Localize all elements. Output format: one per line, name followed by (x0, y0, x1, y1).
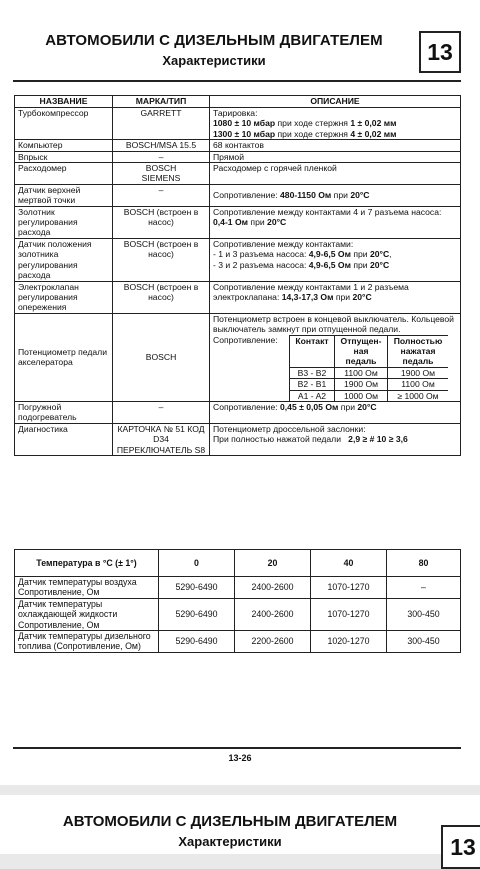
table-row (15, 598, 461, 630)
sub-header-pressed: Полностью нажатая педаль (388, 335, 449, 367)
sub-row (290, 367, 449, 378)
desc-text: при (350, 249, 370, 260)
row-name: Турбокомпрессор (15, 108, 113, 140)
row-brand: BOSCH/MSA 15.5 (113, 140, 210, 151)
table-row (15, 577, 461, 599)
desc-text: при ходе стержня (275, 128, 351, 139)
brand-line: BOSCH (145, 163, 177, 174)
pedal-resistance-table (289, 335, 448, 401)
row-brand: GARRETT (113, 108, 210, 140)
desc-value: 20°C (267, 217, 287, 228)
desc-value: 1300 ± 10 мбар (213, 128, 276, 139)
sub-header-row (290, 335, 449, 367)
desc-line: Потенциометр дроссельной заслонки: (213, 423, 366, 434)
temp-cell: 300-450 (387, 598, 461, 630)
next-chapter-number-box: 13 (441, 825, 480, 869)
temp-cell: – (387, 577, 461, 599)
row-brand: КАРТОЧКА № 51 КОД D34 ПЕРЕКЛЮЧАТЕЛЬ S8 (113, 423, 210, 455)
desc-value: 0,4-1 Ом (213, 217, 249, 228)
row-name: Расходомер (15, 163, 113, 185)
sub-cell: 1900 Ом (388, 367, 449, 378)
temp-header-row (15, 550, 461, 577)
sensor-name: Датчик температуры дизельного топлива (Сопротивление, Ом) (15, 631, 159, 653)
desc-text: Сопротивление: (213, 190, 281, 201)
table-row (15, 163, 461, 185)
desc-value: 2,9 ≥ # 10 ≥ 3,6 (348, 434, 408, 445)
sensor-name: Датчик температуры охлаждающей жидкости Сопротивление, Ом (15, 598, 159, 630)
sensor-name: Датчик температуры воздуха Сопротивление, Ом (15, 577, 159, 599)
desc-value: 20°C (350, 190, 370, 201)
temp-header: 0 (159, 550, 235, 577)
row-name: Датчик верхней мертвой точки (15, 184, 113, 206)
row-brand: BOSCH (113, 313, 210, 401)
temp-header: 20 (235, 550, 311, 577)
row-description (210, 184, 461, 206)
row-name: Впрыск (15, 151, 113, 162)
desc-value: 14,3-17,3 Ом (281, 291, 334, 302)
temp-cell: 2400-2600 (235, 577, 311, 599)
row-description (210, 281, 461, 313)
column-header-brand: МАРКА/ТИП (113, 96, 210, 108)
desc-text: при ходе стержня (275, 118, 351, 129)
desc-text: при (331, 190, 351, 201)
row-brand: – (113, 184, 210, 206)
desc-value: 480-1150 Ом (280, 190, 332, 201)
desc-line (213, 260, 457, 270)
desc-text: - 3 и 2 разъема насоса: (213, 259, 309, 270)
sub-header-contact: Контакт (290, 335, 335, 367)
row-description (210, 423, 461, 455)
desc-value: 4 ± 0,02 мм (350, 128, 397, 139)
page-number: 13-26 (228, 753, 252, 763)
temp-cell: 1020-1270 (311, 631, 387, 653)
page-subtitle: Характеристики (162, 53, 266, 68)
temp-header: 40 (311, 550, 387, 577)
sub-cell: 1100 Ом (335, 367, 388, 378)
row-name: Диагностика (15, 423, 113, 455)
sub-cell: 1900 Ом (335, 379, 388, 390)
temp-cell: 2400-2600 (235, 598, 311, 630)
sub-cell: 1100 Ом (388, 379, 449, 390)
temp-cell: 1070-1270 (311, 598, 387, 630)
temperature-table (14, 549, 461, 653)
row-description (210, 206, 461, 238)
header-divider (13, 80, 461, 82)
temp-cell: 300-450 (387, 631, 461, 653)
brand-line: SIEMENS (141, 173, 181, 184)
sub-cell: B3 - B2 (290, 367, 335, 378)
desc-value: 20°C (357, 401, 377, 412)
row-brand (113, 163, 210, 185)
desc-text: при (350, 259, 370, 270)
sub-row (290, 390, 449, 401)
row-name: Датчик положения золотника регулирования расхода (15, 238, 113, 281)
row-name: Золотник регулирования расхода (15, 206, 113, 238)
row-description: Расходомер с горячей пленкой (210, 163, 461, 185)
sub-cell: A1 - A2 (290, 390, 335, 401)
desc-text: Сопротивление: (213, 401, 281, 412)
chapter-number-box: 13 (419, 31, 461, 73)
row-name: Потенциометр педали акселератора (15, 313, 113, 401)
row-name: Электроклапан регулирования опережения (15, 281, 113, 313)
desc-value: 20°C (369, 249, 390, 260)
row-name: Компьютер (15, 140, 113, 151)
desc-text: при (338, 401, 358, 412)
row-name: Погружной подогреватель (15, 401, 113, 423)
desc-line: Сопротивление между контактами: (213, 238, 354, 249)
desc-text: - 1 и 3 разъема насоса: (213, 249, 309, 260)
row-brand: – (113, 151, 210, 162)
temp-header: 80 (387, 550, 461, 577)
row-description (210, 238, 461, 281)
pedal-resistance-block (213, 335, 460, 401)
table-row (15, 140, 461, 151)
desc-line: Тарировка: (213, 108, 258, 118)
desc-value: 20°C (369, 259, 390, 270)
table-row (15, 631, 461, 653)
row-brand: – (113, 401, 210, 423)
desc-text: при (248, 217, 268, 228)
desc-line (213, 249, 457, 259)
temp-cell: 5290-6490 (159, 577, 235, 599)
next-page-preview (0, 795, 480, 860)
row-brand: BOSCH (встроен в насос) (113, 206, 210, 238)
temp-cell: 5290-6490 (159, 598, 235, 630)
resistance-label: Сопротивление: (213, 334, 278, 345)
desc-line (213, 129, 457, 139)
temp-cell: 5290-6490 (159, 631, 235, 653)
desc-text: Сопротивление между контактами 4 и 7 разъема насоса: (213, 206, 442, 217)
footer-divider (13, 747, 461, 749)
desc-value: 0,45 ± 0,05 Ом (280, 401, 339, 412)
next-page-title: АВТОМОБИЛИ С ДИЗЕЛЬНЫМ ДВИГАТЕЛЕМ (62, 813, 398, 830)
desc-value: 4,9-6,5 Ом (308, 259, 351, 270)
sub-cell: ≥ 1000 Ом (388, 390, 449, 401)
table-row (15, 281, 461, 313)
row-brand: BOSCH (встроен в насос) (113, 238, 210, 281)
sub-cell: 1000 Ом (335, 390, 388, 401)
desc-text: при (333, 291, 353, 302)
row-description (210, 401, 461, 423)
row-description: 68 контактов (210, 140, 461, 151)
desc-value: 1080 ± 10 мбар (213, 118, 276, 129)
table-row (15, 151, 461, 162)
temp-cell: 2200-2600 (235, 631, 311, 653)
desc-text: При полностью нажатой педали (213, 434, 349, 445)
table-row (15, 313, 461, 401)
row-brand: BOSCH (встроен в насос) (113, 281, 210, 313)
sub-row (290, 379, 449, 390)
sub-header-released: Отпущен-ная педаль (335, 335, 388, 367)
table-row (15, 108, 461, 140)
desc-line (213, 118, 457, 128)
table-row (15, 423, 461, 455)
desc-value: 1 ± 0,02 мм (350, 118, 397, 129)
desc-line (213, 434, 457, 444)
page-title: АВТОМОБИЛИ С ДИЗЕЛЬНЫМ ДВИГАТЕЛЕМ (45, 32, 383, 49)
desc-value: 4,9-6,5 Ом (308, 249, 351, 260)
temp-header: Температура в °C (± 1°) (15, 550, 159, 577)
table-row (15, 401, 461, 423)
table-row (15, 206, 461, 238)
specifications-table (14, 95, 461, 456)
table-row (15, 184, 461, 206)
table-row (15, 238, 461, 281)
desc-value: 20°C (352, 291, 372, 302)
sub-cell: B2 - B1 (290, 379, 335, 390)
desc-text: , (389, 249, 392, 260)
spec-header-row (15, 96, 461, 108)
row-description: Прямой (210, 151, 461, 162)
column-header-description: ОПИСАНИЕ (210, 96, 461, 108)
desc-text: Сопротивление между контактами 1 и 2 разъема электроклапана: (213, 281, 409, 302)
desc-line: Потенциометр встроен в концевой выключатель. Кольцевой выключатель замкнут при отпущенной педали. (213, 313, 454, 335)
temp-cell: 1070-1270 (311, 577, 387, 599)
row-description (210, 313, 461, 401)
column-header-name: НАЗВАНИЕ (15, 96, 113, 108)
next-page-subtitle: Характеристики (178, 834, 282, 849)
row-description (210, 108, 461, 140)
